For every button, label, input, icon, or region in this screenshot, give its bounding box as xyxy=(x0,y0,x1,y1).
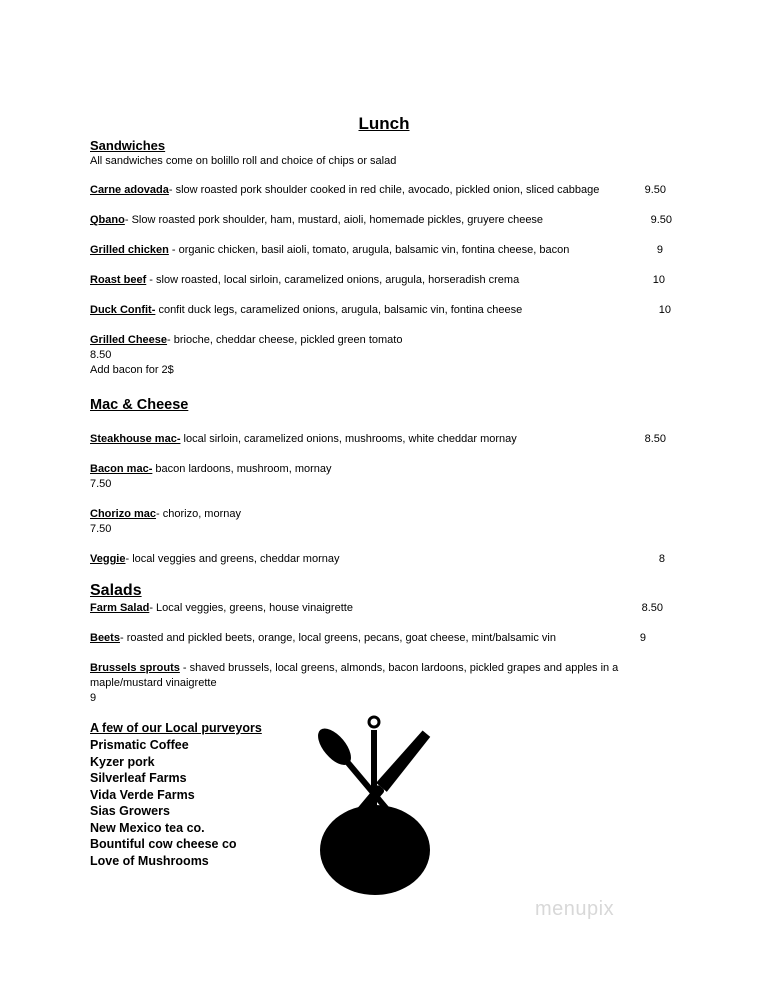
item-name: Qbano xyxy=(90,214,125,226)
page-title: Lunch xyxy=(358,114,410,133)
item-desc: - roasted and pickled beets, orange, local greens, pecans, goat cheese, mint/balsamic vin xyxy=(119,632,556,644)
item-desc: - local veggies and greens, cheddar mornay xyxy=(125,553,340,565)
item-desc-cont: maple/mustard vinaigrette xyxy=(90,677,217,689)
item-desc: - shaved brussels, local greens, almonds, bacon lardoons, pickled grapes and apples in a xyxy=(179,662,619,674)
item-desc: - Slow roasted pork shoulder, ham, mustard, aioli, homemade pickles, gruyere cheese xyxy=(124,214,544,226)
purveyor-item: Love of Mushrooms xyxy=(90,853,209,868)
menu-item-brussels-sprouts xyxy=(90,662,618,674)
mac-heading: Mac & Cheese xyxy=(90,397,189,413)
sandwiches-note: All sandwiches come on bolillo roll and choice of chips or salad xyxy=(90,155,397,167)
item-price: 9.50 xyxy=(644,184,666,196)
item-price: 9 xyxy=(90,692,97,704)
item-desc: - chorizo, mornay xyxy=(156,508,241,520)
menu-item-beets xyxy=(90,632,556,644)
item-extra: Add bacon for 2$ xyxy=(90,364,174,376)
menu-item-grilled-chicken xyxy=(90,244,569,256)
item-name: Chorizo mac xyxy=(90,508,157,520)
sandwiches-heading: Sandwiches xyxy=(90,138,166,153)
item-price: 9 xyxy=(639,632,646,644)
item-name: Bacon mac- xyxy=(90,463,153,475)
item-name: Farm Salad xyxy=(90,602,150,614)
item-desc: - slow roasted pork shoulder cooked in red chile, avocado, pickled onion, sliced cabbage xyxy=(168,184,600,196)
item-name: Veggie xyxy=(90,553,126,565)
item-price: 9 xyxy=(656,244,663,256)
item-name: Brussels sprouts xyxy=(90,662,180,674)
menu-item-steakhouse-mac xyxy=(90,433,517,445)
item-desc: bacon lardoons, mushroom, mornay xyxy=(152,463,332,475)
item-name: Grilled Cheese xyxy=(90,334,168,346)
item-price: 10 xyxy=(658,304,671,316)
purveyors-heading: A few of our Local purveyors xyxy=(90,721,262,735)
menu-item-farm-salad xyxy=(90,602,353,614)
menu-item-grilled-cheese xyxy=(90,334,402,346)
purveyor-item: Sias Growers xyxy=(90,804,170,818)
item-name: Grilled chicken xyxy=(90,244,169,256)
salads-heading: Salads xyxy=(90,582,142,599)
item-desc: local sirloin, caramelized onions, mushrooms, white cheddar mornay xyxy=(180,433,517,445)
item-price: 7.50 xyxy=(90,478,112,490)
menu-item-roast-beef xyxy=(90,274,519,286)
item-name: Carne adovada xyxy=(90,184,169,196)
item-name: Roast beef xyxy=(90,274,147,286)
menu-item-veggie xyxy=(90,553,339,565)
menu-item-qbano xyxy=(90,214,543,226)
item-name: Steakhouse mac- xyxy=(90,433,181,445)
purveyor-item: Prismatic Coffee xyxy=(90,738,189,752)
item-price: 7.50 xyxy=(90,523,112,535)
purveyor-item: Vida Verde Farms xyxy=(90,787,195,802)
item-desc: - Local veggies, greens, house vinaigrette xyxy=(149,602,353,614)
fork-knife-plate-icon xyxy=(300,710,450,905)
item-price: 8 xyxy=(658,553,665,565)
item-desc: - organic chicken, basil aioli, tomato, arugula, balsamic vin, fontina cheese, bacon xyxy=(168,244,570,256)
menu-item-bacon-mac xyxy=(90,463,332,475)
item-price: 10 xyxy=(652,274,665,286)
item-name: Beets xyxy=(90,632,120,644)
item-desc: - slow roasted, local sirloin, caramelized onions, arugula, horseradish crema xyxy=(146,274,520,286)
item-name: Duck Confit- xyxy=(90,304,156,316)
item-price: 8.50 xyxy=(644,433,666,445)
purveyor-item: Kyzer pork xyxy=(90,754,155,769)
item-price: 9.50 xyxy=(650,214,672,226)
item-desc: confit duck legs, caramelized onions, arugula, balsamic vin, fontina cheese xyxy=(155,304,523,316)
purveyor-item: Bountiful cow cheese co xyxy=(90,837,237,851)
purveyor-item: New Mexico tea co. xyxy=(90,820,205,835)
item-price: 8.50 xyxy=(641,602,663,614)
purveyor-item: Silverleaf Farms xyxy=(90,771,187,785)
menu-item-duck-confit xyxy=(90,304,522,316)
item-price: 8.50 xyxy=(90,349,112,361)
menu-item-carne-adovada xyxy=(90,184,599,196)
menu-item-chorizo-mac xyxy=(90,508,241,520)
watermark: menupix xyxy=(535,898,615,920)
item-desc: - brioche, cheddar cheese, pickled green tomato xyxy=(167,334,403,346)
